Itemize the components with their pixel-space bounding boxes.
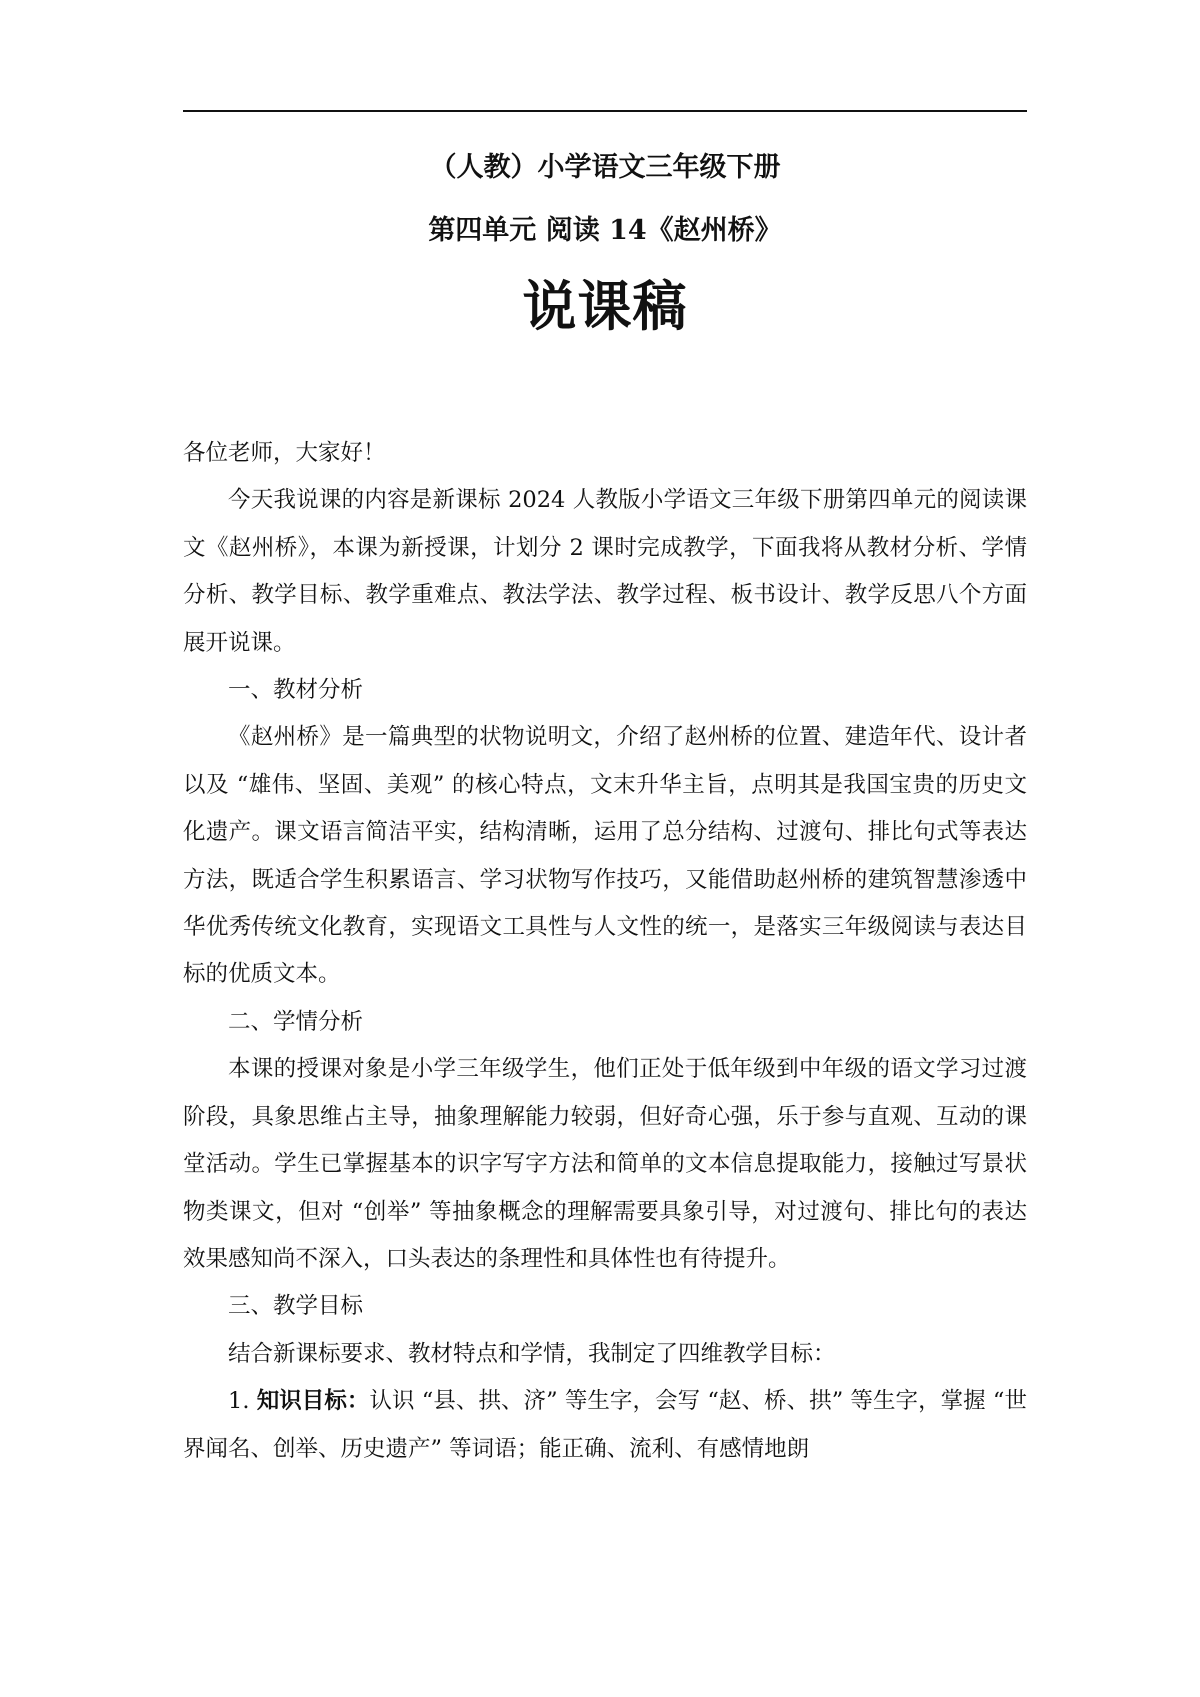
intro-paragraph: 今天我说课的内容是新课标 2024 人教版小学语文三年级下册第四单元的阅读课文《赵州桥》，本课为新授课，计划分 2 课时完成教学，下面我将从教材分析、学情分析、教学目标、教学重难点、教法学法、教学过程、板书设计、教学反思八个方面展开说课。 — [183, 487, 1027, 656]
section-heading-goals: 三、教学目标 — [228, 1293, 364, 1320]
students-paragraph: 本课的授课对象是小学三年级学生，他们正处于低年级到中年级的语文学习过渡阶段，具象思维占主导，抽象理解能力较弱，但好奇心强，乐于参与直观、互动的课堂活动。学生已掌握基本的识字写字方法和简单的文本信息提取能力，接触过写景状物类课文，但对 “创举” 等抽象概念的理解需要具象引导，对过渡句、排比句的表达效果感知尚不深入，口头表达的条理性和具体性也有待提升。 — [183, 1056, 1027, 1272]
textbook-line: （人教）小学语文三年级下册 — [429, 152, 781, 183]
lesson-line: 第四单元 阅读 14《赵州桥》 — [428, 215, 782, 246]
goal-knowledge-paragraph — [183, 1378, 1027, 1473]
greeting: 各位老师，大家好！ — [183, 440, 386, 466]
goal-text: 认识 “县、拱、济” 等生字，会写 “赵、桥、拱” 等生字，掌握 “世界闻名、创举、历史遗产” 等词语；能正确、流利、有感情地朗 — [183, 1388, 1027, 1462]
goal-number: 1. — [228, 1388, 257, 1415]
document-title: 说课稿 — [522, 274, 688, 338]
goal-label: 知识目标： — [256, 1388, 370, 1415]
materials-paragraph: 《赵州桥》是一篇典型的状物说明文，介绍了赵州桥的位置、建造年代、设计者以及 “雄伟、坚固、美观” 的核心特点，文末升华主旨，点明其是我国宝贵的历史文化遗产。课文语言简洁平实，结构清晰，运用了总分结构、过渡句、排比句式等表达方法，既适合学生积累语言、学习状物写作技巧，又能借助赵州桥的建筑智慧渗透中华优秀传统文化教育，实现语文工具性与人文性的统一，是落实三年级阅读与表达目标的优质文本。 — [183, 724, 1027, 988]
section-heading-materials: 一、教材分析 — [228, 677, 364, 704]
document-body — [183, 430, 1027, 1473]
title-block — [183, 150, 1027, 341]
header-rule — [183, 110, 1027, 112]
goals-intro-paragraph: 结合新课标要求、教材特点和学情，我制定了四维教学目标： — [228, 1340, 836, 1367]
section-heading-students: 二、学情分析 — [228, 1008, 364, 1035]
